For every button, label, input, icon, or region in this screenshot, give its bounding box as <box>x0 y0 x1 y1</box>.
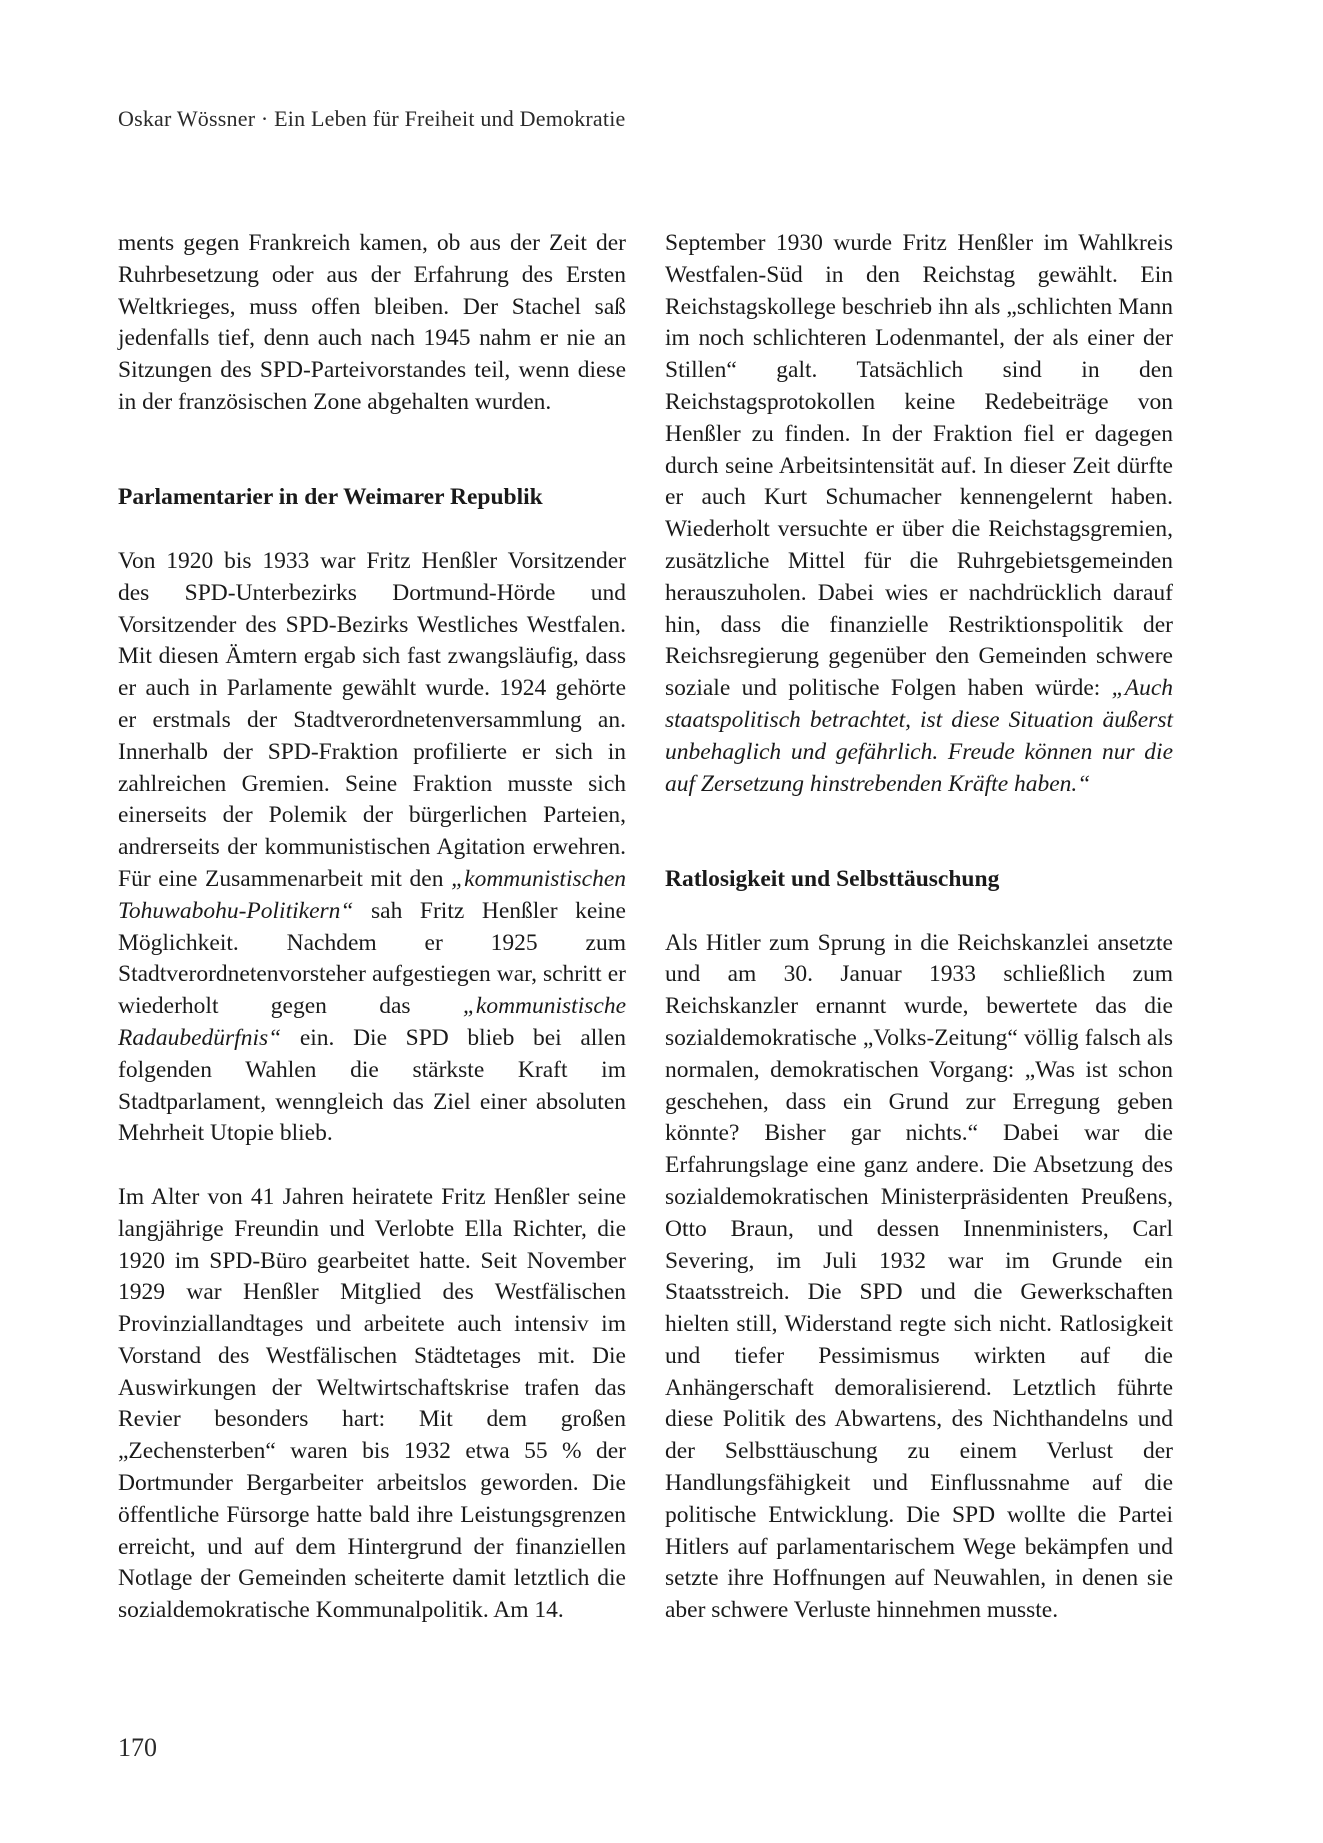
text-run: September 1930 wurde Fritz Henßler im Wahlkreis Westfalen-Süd in den Reichstag gewählt. Ein Reichstagskollege beschrieb ihn als „schlichten Mann im noch schlichteren Lodenmantel, der als einer der Stillen“ galt. Tatsächlich sind in den Reichstagsprotokollen keine Redebeiträge von Henßler zu finden. In der Fraktion fiel er dagegen durch seine Arbeitsintensität auf. In dieser Zeit dürfte er auch Kurt Schumacher kennengelernt haben. Wiederholt versuchte er über die Reichstagsgremien, zusätzliche Mittel für die Ruhrgebietsgemeinden herauszuholen. Dabei wies er nachdrücklich darauf hin, dass die finanzielle Restriktionspolitik der Reichsregierung gegenüber den Gemeinden schwere soziale und politische Folgen haben würde: <box>665 230 1173 702</box>
running-header: Oskar Wössner · Ein Leben für Freiheit und Demokratie <box>118 106 626 131</box>
quote-staatspolitisch: „Auch staatspolitisch betrachtet, ist diese Situation äußerst unbehaglich und gefährlich. Freude können nur die auf Zersetzung hinstrebenden Kräfte haben.“ <box>665 675 1173 797</box>
paragraph-reichstag <box>665 228 1173 800</box>
text-run: Von 1920 bis 1933 war Fritz Henßler Vorsitzender des SPD-Unterbezirks Dortmund-Hörde und Vorsitzender des SPD-Bezirks Westliches Westfalen. Mit diesen Ämtern ergab sich fast zwangsläufig, dass er auch in Parlamente gewählt wurde. 1924 gehörte er erstmals der Stadtverordnetenversammlung an. Innerhalb der SPD-Fraktion profilierte er sich in zahlreichen Gremien. Seine Fraktion musste sich einerseits der Polemik der bürgerlichen Parteien, andrerseits der kommunistischen Agitation erwehren. Für eine Zusammenarbeit mit den <box>118 547 626 892</box>
text-run: ein. Die SPD blieb bei allen folgenden Wahlen die stärkste Kraft im Stadtparlament, wenngleich das Ziel einer absoluten Mehrheit Utopie blieb. <box>118 1024 626 1147</box>
spacer <box>118 514 626 546</box>
spacer <box>118 1150 626 1182</box>
paragraph-parliamentarian <box>118 546 626 1150</box>
spacer <box>665 800 1173 864</box>
section-heading-ratlosigkeit: Ratlosigkeit und Selbsttäuschung <box>665 865 1000 892</box>
text-run: sah Fritz Henßler keine Möglichkeit. Nachdem er 1925 zum Stadtverordnetenvorsteher aufgestiegen war, schritt er wiederholt gegen das <box>118 897 626 1020</box>
section-heading-weimar: Parlamentarier in der Weimarer Republik <box>118 484 543 511</box>
spacer <box>118 419 626 483</box>
paragraph-hitler-reichskanzler: Als Hitler zum Sprung in die Reichskanzlei ansetzte und am 30. Januar 1933 schließlich zum Reichskanzler ernannt wurde, bewertete das die sozialdemokratische „Volks-Zeitung“ völlig falsch als normalen, demokratischen Vorgang: „Was ist schon geschehen, dass ein Grund zur Erregung geben könnte? Bisher gar nichts.“ Dabei war die Erfahrungslage eine ganz andere. Die Absetzung des sozialdemokratischen Ministerpräsidenten Preußens, Otto Braun, und dessen Innenministers, Carl Severing, im Juli 1932 war im Grunde ein Staatsstreich. Die SPD und die Gewerkschaften hielten still, Widerstand regte sich nicht. Ratlosigkeit und tiefer Pessimismus wirkten auf die Anhängerschaft demoralisierend. Letztlich führte diese Politik des Abwartens, des Nichthandelns und der Selbsttäuschung zu einem Verlust der Handlungsfähigkeit und Einflussnahme auf die politische Entwicklung. Die SPD wollte die Partei Hitlers auf parlamentarischem Wege bekämpfen und setzte ihre Hoffnungen auf Neuwahlen, in denen sie aber schwere Verluste hinnehmen musste. <box>665 929 1173 1624</box>
paragraph-ruhr-occupation: ments gegen Frankreich kamen, ob aus der Zeit der Ruhrbesetzung oder aus der Erfahrung des Ersten Weltkrieges, muss offen bleiben. Der Stachel saß jedenfalls tief, denn auch nach 1945 nahm er nie an Sitzungen des SPD-Parteivorstandes teil, wenn diese in der französischen Zone abgehalten wurden. <box>118 230 626 415</box>
paragraph-marriage-provinziallandtag: Im Alter von 41 Jahren heiratete Fritz Henßler seine langjährige Freundin und Verlobte Ella Richter, die 1920 im SPD-Büro gearbeitet hatte. Seit November 1929 war Henßler Mitglied des Westfälischen Provinziallandtages und arbeitete auch intensiv im Vorstand des Westfälischen Städtetages mit. Die Auswirkungen der Weltwirtschaftskrise trafen das Revier besonders hart: Mit dem großen „Zechensterben“ waren bis 1932 etwa 55 % der Dortmunder Bergarbeiter arbeitslos geworden. Die öffentliche Fürsorge hatte bald ihre Leistungsgrenzen erreicht, und auf dem Hintergrund der finanziellen Notlage der Gemeinden scheiterte damit letztlich die sozialdemokratische Kommunalpolitik. Am 14. <box>118 1183 626 1624</box>
quote-tohuwabohu: „kommunistischen Tohuwabohu-Politikern“ <box>118 865 626 924</box>
left-column <box>118 228 626 1627</box>
spacer <box>665 896 1173 928</box>
right-column <box>665 228 1173 1627</box>
page-number: 170 <box>118 1733 157 1762</box>
quote-radaubeduerfnis: „kommunistische Radaubedürfnis“ <box>118 993 626 1051</box>
